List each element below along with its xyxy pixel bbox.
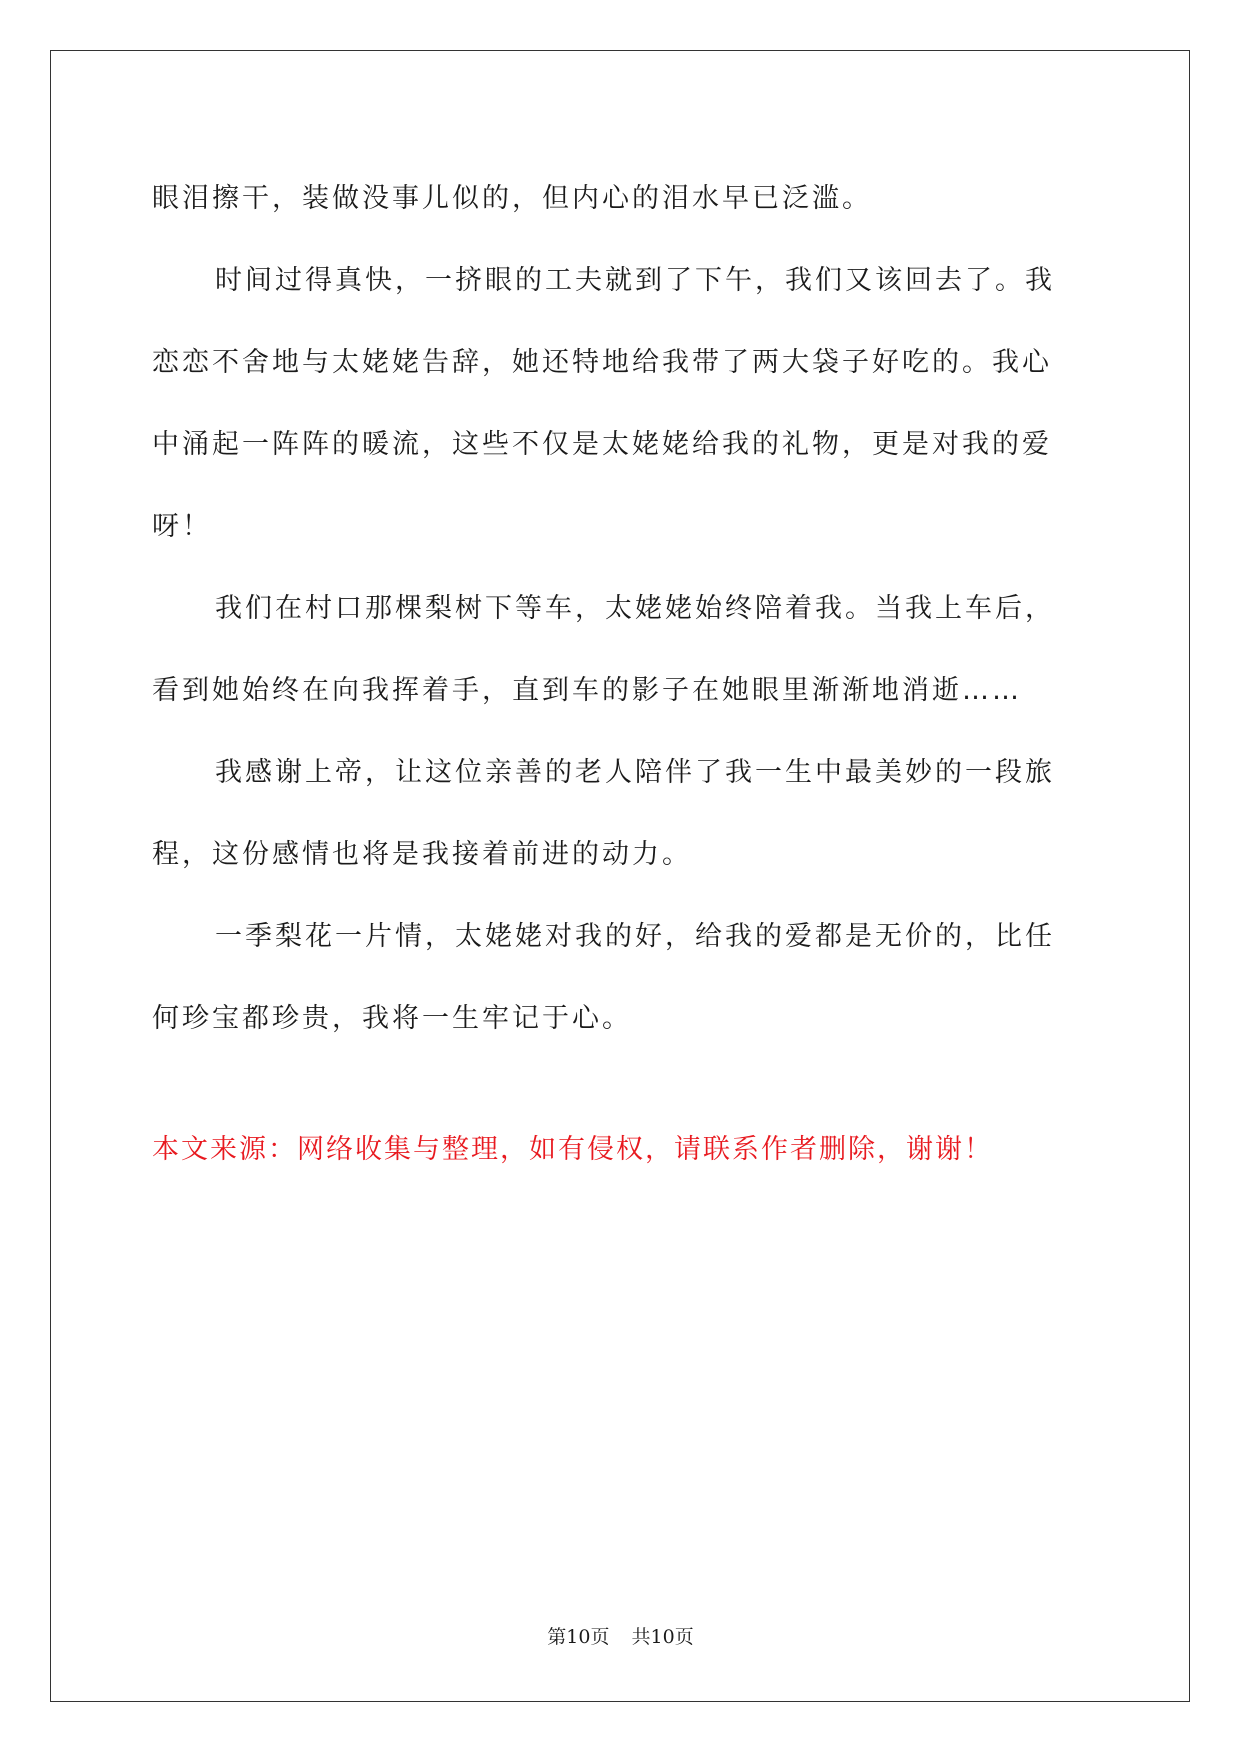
text-line: 我们在村口那棵梨树下等车，太姥姥始终陪着我。当我上车后， [215,593,1055,624]
text-line: 眼泪擦干，装做没事儿似的，但内心的泪水早已泛滥。 [152,183,872,214]
total-page-count: 共10页 [631,1626,694,1648]
current-page-number: 第10页 [547,1626,610,1648]
text-line: 时间过得真快，一挤眼的工夫就到了下午，我们又该回去了。我 [215,265,1055,296]
text-line: 程，这份感情也将是我接着前进的动力。 [152,839,692,870]
text-line: 中涌起一阵阵的暖流，这些不仅是太姥姥给我的礼物，更是对我的爱 [152,429,1052,460]
text-line: 看到她始终在向我挥着手，直到车的影子在她眼里渐渐地消逝…… [152,675,1022,706]
text-line: 一季梨花一片情，太姥姥对我的好，给我的爱都是无价的，比任 [215,921,1055,952]
page-footer [0,1622,1241,1649]
text-line: 恋恋不舍地与太姥姥告辞，她还特地给我带了两大袋子好吃的。我心 [152,347,1052,378]
source-note: 本文来源：网络收集与整理，如有侵权，请联系作者删除，谢谢！ [152,1134,993,1165]
document-body [152,158,1092,1060]
text-line: 我感谢上帝，让这位亲善的老人陪伴了我一生中最美妙的一段旅 [215,757,1055,788]
text-line: 呀！ [152,511,212,542]
text-line: 何珍宝都珍贵，我将一生牢记于心。 [152,1003,632,1034]
